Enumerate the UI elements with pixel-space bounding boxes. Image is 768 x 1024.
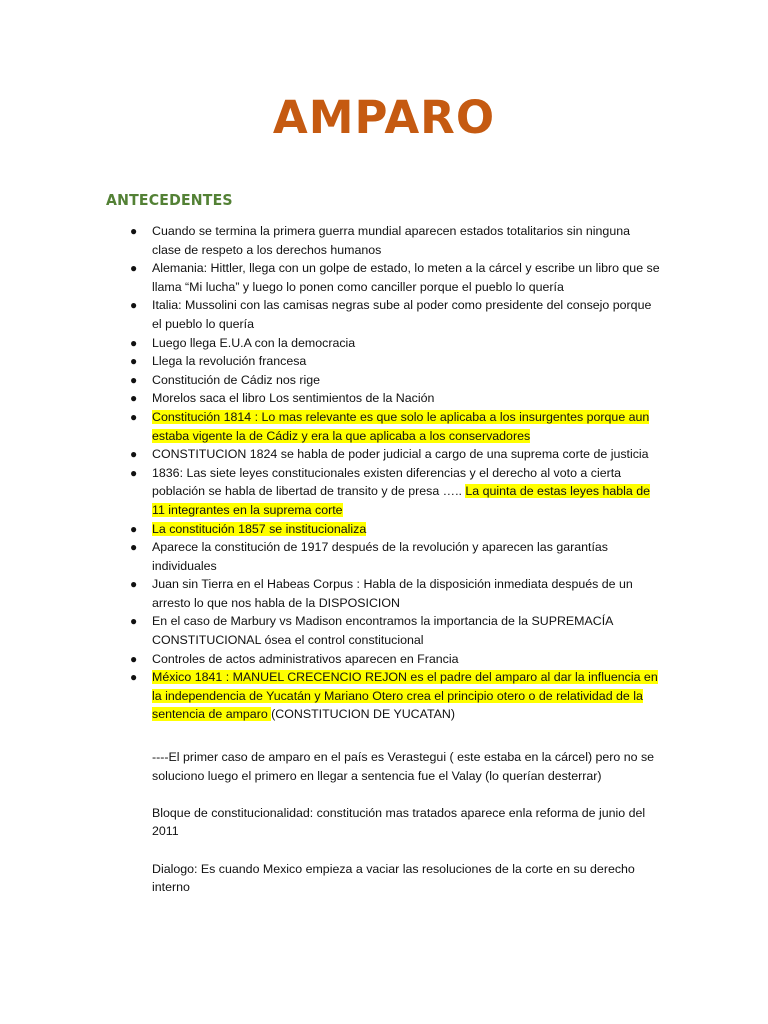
antecedentes-list [130, 222, 660, 724]
paragraph-dialogo: Dialogo: Es cuando Mexico empieza a vaciar las resoluciones de la corte en su derecho interno [152, 861, 635, 895]
bullet-icon: ● [130, 577, 138, 592]
list-item [130, 352, 660, 371]
list-item-text: 1836: Las siete leyes constitucionales existen diferencias y el derecho al voto a cierta población se habla de libertad de transito y de presa ….. [152, 465, 622, 499]
list-item-text: Cuando se termina la primera guerra mundial aparecen estados totalitarios sin ninguna clase de respeto a los derechos humanos [152, 224, 631, 257]
list-item [130, 334, 660, 353]
list-item-text: Morelos saca el libro Los sentimientos de la Nación [152, 391, 435, 406]
list-item [130, 408, 660, 445]
list-item [130, 668, 660, 724]
list-item [130, 650, 660, 669]
list-item-text: Italia: Mussolini con las camisas negras sube al poder como presidente del consejo porque el pueblo lo quería [152, 298, 652, 331]
list-item [130, 538, 660, 575]
bullet-icon: ● [130, 261, 138, 276]
highlighted-text: La constitución 1857 se institucionaliza [152, 521, 367, 536]
list-item [130, 464, 660, 520]
bullet-icon: ● [130, 651, 138, 666]
highlighted-text: La quinta de estas leyes habla de 11 integrantes en la suprema corte [152, 484, 651, 517]
paragraph-bloque: Bloque de constitucionalidad: constitución mas tratados aparece enla reforma de junio del 2011 [152, 805, 646, 839]
bullet-icon: ● [130, 447, 138, 462]
list-item [130, 259, 660, 296]
bullet-icon: ● [130, 354, 138, 369]
bullet-icon: ● [130, 224, 138, 238]
bullet-icon: ● [130, 391, 138, 406]
list-item [130, 296, 660, 333]
bullet-icon: ● [130, 372, 138, 387]
section-heading: ANTECEDENTES [106, 191, 233, 209]
list-item-text: Llega la revolución francesa [152, 354, 307, 369]
document-title: AMPARO [272, 91, 496, 144]
bullet-icon: ● [130, 409, 138, 424]
bullet-icon: ● [130, 614, 138, 629]
list-item [130, 371, 660, 390]
list-item [130, 222, 660, 259]
list-item-text: Luego llega E.U.A con la democracia [152, 335, 356, 350]
list-item [130, 575, 660, 612]
list-item [130, 612, 660, 649]
bullet-icon: ● [130, 521, 138, 536]
list-item-text: Alemania: Hittler, llega con un golpe de estado, lo meten a la cárcel y escribe un libro que se llama “Mi lucha” y luego lo ponen como canciller porque el pueblo lo quería [152, 261, 660, 294]
bullet-icon: ● [130, 298, 138, 313]
highlighted-text: México 1841 : MANUEL CRECENCIO REJON es el padre del amparo al dar la influencia en la independencia de Yucatán y Mariano Otero crea el principio otero o de relatividad de la sentencia de amparo [152, 670, 658, 722]
list-item [130, 520, 660, 539]
list-item-text: Controles de actos administrativos aparecen en Francia [152, 651, 459, 666]
notes-paragraphs [152, 748, 664, 915]
bullet-icon: ● [130, 670, 138, 685]
list-item [130, 445, 660, 464]
list-item-text: (CONSTITUCION DE YUCATAN) [271, 707, 455, 722]
list-item [130, 389, 660, 408]
list-item-text: En el caso de Marbury vs Madison encontramos la importancia de la SUPREMACÍA CONSTITUCIONAL ósea el control constitucional [152, 614, 613, 648]
list-item-text: Juan sin Tierra en el Habeas Corpus : Habla de la disposición inmediata después de un arresto lo que nos habla de la DISPOSICION [152, 577, 633, 610]
list-item-text: Constitución de Cádiz nos rige [152, 372, 321, 387]
list-item-text: CONSTITUCION 1824 se habla de poder judicial a cargo de una suprema corte de justicia [152, 447, 649, 462]
paragraph-first-case: ----El primer caso de amparo en el país es Verastegui ( este estaba en la cárcel) pero no se soluciono luego el primero en llegar a sentencia fue el Valay (lo querían desterrar) [152, 750, 655, 783]
list-item-text: Aparece la constitución de 1917 después de la revolución y aparecen las garantías individuales [152, 540, 608, 573]
bullet-icon: ● [130, 465, 138, 480]
highlighted-text: Constitución 1814 : Lo mas relevante es que solo le aplicaba a los insurgentes porque aun estaba vigente la de Cádiz y era la que aplicaba a los conservadores [152, 409, 650, 443]
bullet-icon: ● [130, 540, 138, 555]
bullet-icon: ● [130, 335, 138, 350]
